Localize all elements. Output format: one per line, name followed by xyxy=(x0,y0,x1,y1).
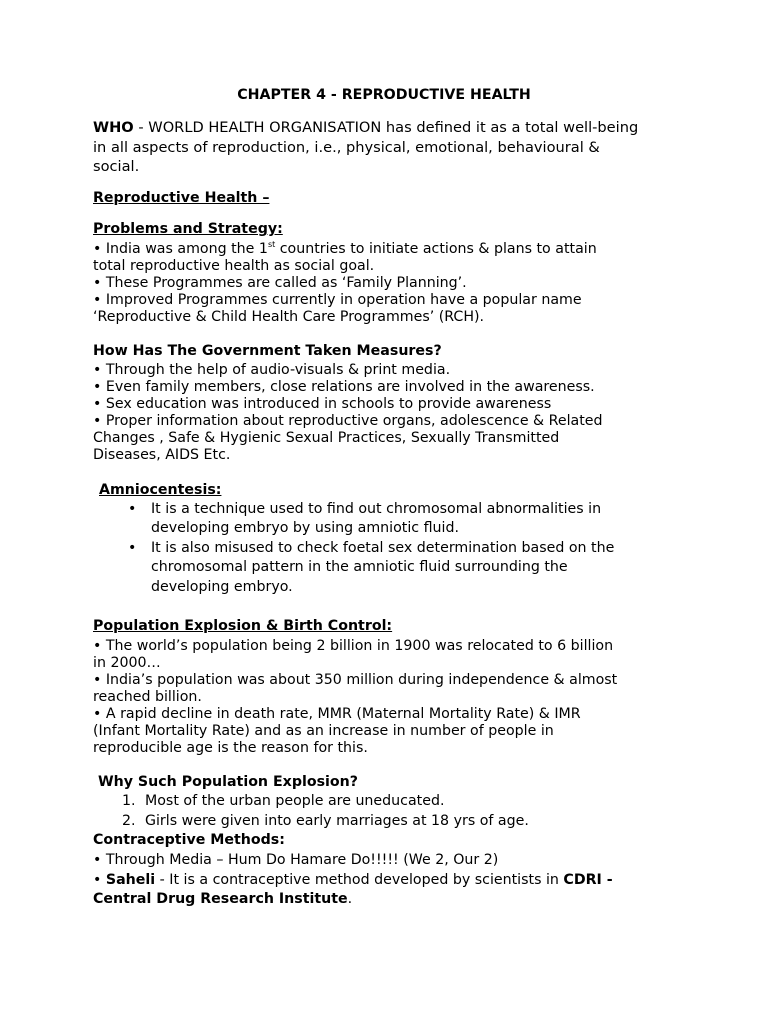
government-line-4: • Proper information about reproductive organs, adolescence & Related xyxy=(93,413,603,429)
problems-line-2: total reproductive health as social goal. xyxy=(93,258,375,274)
contraceptive-line-1: • Through Media – Hum Do Hamare Do!!!!! (We 2, Our 2) xyxy=(93,852,499,868)
amnio-line-2: developing embryo by using amniotic fluid. xyxy=(151,520,459,536)
problems-heading: Problems and Strategy: xyxy=(93,221,283,237)
contraceptive-heading: Contraceptive Methods: xyxy=(93,832,285,848)
population-line-1: • The world’s population being 2 billion in 1900 was relocated to 6 billion xyxy=(93,638,614,654)
amniocentesis-heading: Amniocentesis: xyxy=(99,482,222,498)
why-item-2: Girls were given into early marriages at 18 yrs of age. xyxy=(145,813,529,829)
amnio-line-5: developing embryo. xyxy=(151,579,293,595)
amnio-line-1: It is a technique used to find out chromosomal abnormalities in xyxy=(151,501,602,517)
contraceptive-line-3: Central Drug Research Institute. xyxy=(93,891,353,907)
contraceptive-line-2: • Saheli - It is a contraceptive method developed by scientists in CDRI - xyxy=(93,872,613,888)
government-line-2: • Even family members, close relations are involved in the awareness. xyxy=(93,379,595,395)
population-heading: Population Explosion & Birth Control: xyxy=(93,618,393,634)
intro-line-2: in all aspects of reproduction, i.e., physical, emotional, behavioural & xyxy=(93,139,600,156)
why-heading: Why Such Population Explosion? xyxy=(98,774,358,790)
population-line-6: (Infant Mortality Rate) and as an increase in number of people in xyxy=(93,723,554,739)
who-label: WHO xyxy=(93,119,134,136)
problems-line-3: • These Programmes are called as ‘Family Planning’. xyxy=(93,275,467,291)
bullet-marker: • xyxy=(128,501,137,517)
saheli-label: Saheli xyxy=(105,872,156,888)
intro-line-1: WHO - WORLD HEALTH ORGANISATION has defined it as a total well-being xyxy=(93,119,639,136)
government-line-1: • Through the help of audio-visuals & print media. xyxy=(93,362,451,378)
bullet-marker: • xyxy=(128,540,137,556)
government-line-3: • Sex education was introduced in schools to provide awareness xyxy=(93,396,552,412)
amnio-line-4: chromosomal pattern in the amniotic fluid surrounding the xyxy=(151,559,568,575)
population-line-3: • India’s population was about 350 million during independence & almost xyxy=(93,672,618,688)
population-line-4: reached billion. xyxy=(93,689,202,705)
cdri-full-name: Central Drug Research Institute xyxy=(93,891,348,907)
reproductive-health-heading: Reproductive Health – xyxy=(93,190,270,206)
population-line-5: • A rapid decline in death rate, MMR (Maternal Mortality Rate) & IMR xyxy=(93,706,581,722)
amnio-line-3: It is also misused to check foetal sex determination based on the xyxy=(151,540,615,556)
government-heading: How Has The Government Taken Measures? xyxy=(93,343,442,359)
page-title: CHAPTER 4 - REPRODUCTIVE HEALTH xyxy=(237,87,531,103)
why-item-1: Most of the urban people are uneducated. xyxy=(145,793,445,809)
government-line-5: Changes , Safe & Hygienic Sexual Practices, Sexually Transmitted xyxy=(93,430,560,446)
government-line-6: Diseases, AIDS Etc. xyxy=(93,447,231,463)
problems-line-4: • Improved Programmes currently in operation have a popular name xyxy=(93,292,582,308)
list-number: 1. xyxy=(122,793,136,809)
list-number: 2. xyxy=(122,813,136,829)
problems-line-1: • India was among the 1st countries to initiate actions & plans to attain xyxy=(93,240,597,257)
population-line-7: reproducible age is the reason for this. xyxy=(93,740,368,756)
problems-line-5: ‘Reproductive & Child Health Care Programmes’ (RCH). xyxy=(93,309,485,325)
population-line-2: in 2000… xyxy=(93,655,161,671)
intro-line-3: social. xyxy=(93,158,140,175)
cdri-label: CDRI - xyxy=(563,872,613,888)
